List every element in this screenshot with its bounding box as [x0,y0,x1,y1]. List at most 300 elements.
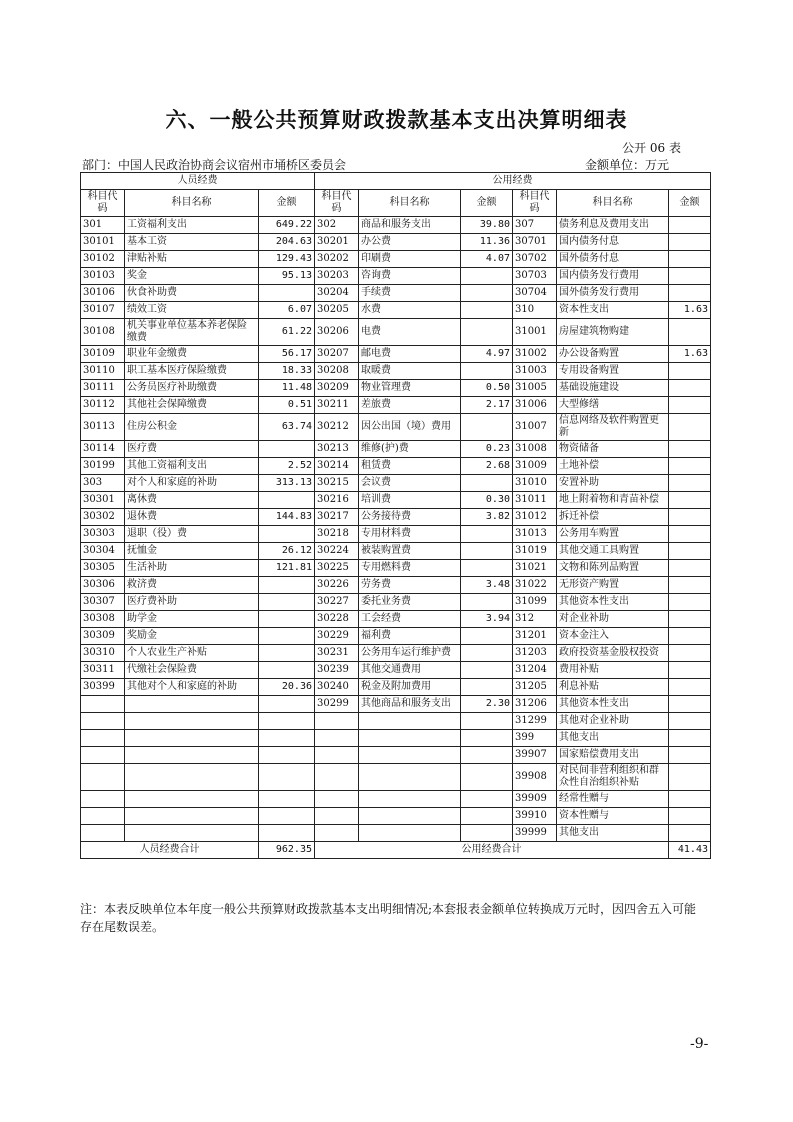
cell-amount [461,747,513,764]
cell-amount [669,713,711,730]
cell-name [359,808,461,825]
cell-amount [259,441,315,458]
cell-code: 312 [513,611,557,628]
cell-code: 30215 [315,475,359,492]
cell-amount [461,475,513,492]
cell-name: 房屋建筑物购建 [557,319,669,346]
cell-code: 31008 [513,441,557,458]
cell-name: 安置补助 [557,475,669,492]
cell-name: 国外债务发行费用 [557,285,669,302]
cell-code [315,808,359,825]
cell-amount [259,764,315,791]
cell-name: 职业年金缴费 [125,346,259,363]
amount-header: 金额 [669,190,711,217]
cell-amount [259,808,315,825]
cell-code: 31022 [513,577,557,594]
cell-code: 30199 [81,458,125,475]
cell-name: 退职（役）费 [125,526,259,543]
cell-amount [669,577,711,594]
cell-code [315,764,359,791]
cell-code: 30399 [81,679,125,696]
personnel-total-label: 人员经费合计 [81,842,259,859]
cell-name: 个人农业生产补贴 [125,645,259,662]
cell-code: 30225 [315,560,359,577]
cell-amount [669,234,711,251]
cell-name: 机关事业单位基本养老保险缴费 [125,319,259,346]
cell-name [125,791,259,808]
cell-amount: 11.48 [259,380,315,397]
cell-code: 31010 [513,475,557,492]
column-header-row [81,190,711,217]
table-row [81,441,711,458]
name-header: 科目名称 [359,190,461,217]
table-row [81,577,711,594]
cell-code: 30211 [315,397,359,414]
cell-name [125,730,259,747]
cell-code [315,825,359,842]
cell-amount: 11.36 [461,234,513,251]
cell-code [315,730,359,747]
cell-amount [669,285,711,302]
cell-amount [669,611,711,628]
cell-code: 39908 [513,764,557,791]
cell-name: 代缴社会保险费 [125,662,259,679]
cell-amount [669,380,711,397]
cell-amount [669,492,711,509]
cell-code: 30228 [315,611,359,628]
cell-code: 303 [81,475,125,492]
table-row [81,475,711,492]
cell-amount [669,662,711,679]
cell-amount: 20.36 [259,679,315,696]
table-row [81,346,711,363]
cell-code: 30114 [81,441,125,458]
cell-code: 31012 [513,509,557,526]
cell-code: 30701 [513,234,557,251]
cell-name: 因公出国（境）费用 [359,414,461,441]
cell-code: 30229 [315,628,359,645]
name-header: 科目名称 [557,190,669,217]
cell-code: 30111 [81,380,125,397]
table-row [81,791,711,808]
cell-name: 工会经费 [359,611,461,628]
cell-amount [461,414,513,441]
cell-name: 商品和服务支出 [359,217,461,234]
cell-amount [669,730,711,747]
cell-amount: 649.22 [259,217,315,234]
cell-amount: 129.43 [259,251,315,268]
group-header-row [81,173,711,190]
cell-name: 对企业补助 [557,611,669,628]
cell-name: 文物和陈列品购置 [557,560,669,577]
table-body [81,217,711,842]
table-row [81,713,711,730]
cell-name: 公务员医疗补助缴费 [125,380,259,397]
cell-name: 其他支出 [557,825,669,842]
cell-code: 31021 [513,560,557,577]
table-row [81,764,711,791]
cell-amount [669,628,711,645]
cell-code [81,713,125,730]
cell-amount: 1.63 [669,346,711,363]
cell-code: 31003 [513,363,557,380]
cell-amount [259,628,315,645]
cell-name [359,791,461,808]
cell-amount: 0.23 [461,441,513,458]
cell-code: 31005 [513,380,557,397]
cell-amount: 2.68 [461,458,513,475]
cell-name: 其他工资福利支出 [125,458,259,475]
cell-amount [461,268,513,285]
table-row [81,380,711,397]
cell-name: 物资储备 [557,441,669,458]
cell-amount [259,825,315,842]
cell-code: 310 [513,302,557,319]
cell-amount: 3.48 [461,577,513,594]
cell-name: 其他资本性支出 [557,696,669,713]
cell-code: 30205 [315,302,359,319]
amount-unit-label: 金额单位：万元 [584,158,669,172]
cell-name: 其他商品和服务支出 [359,696,461,713]
table-row [81,234,711,251]
cell-amount [669,217,711,234]
cell-amount [461,713,513,730]
table-row [81,217,711,234]
cell-name: 公务接待费 [359,509,461,526]
cell-amount [669,397,711,414]
cell-code [315,713,359,730]
cell-code: 30201 [315,234,359,251]
cell-code: 31201 [513,628,557,645]
cell-code: 31009 [513,458,557,475]
cell-amount [259,285,315,302]
cell-code: 30209 [315,380,359,397]
cell-code: 30203 [315,268,359,285]
cell-amount: 1.63 [669,302,711,319]
cell-name: 电费 [359,319,461,346]
cell-amount [461,319,513,346]
table-row [81,645,711,662]
cell-code: 30303 [81,526,125,543]
table-row [81,747,711,764]
cell-name [125,747,259,764]
cell-name [359,747,461,764]
cell-code: 302 [315,217,359,234]
cell-name: 拆迁补偿 [557,509,669,526]
cell-code: 31206 [513,696,557,713]
table-row [81,492,711,509]
cell-amount: 313.13 [259,475,315,492]
cell-code: 31204 [513,662,557,679]
cell-name: 国内债务发行费用 [557,268,669,285]
cell-name: 对个人和家庭的补助 [125,475,259,492]
cell-name [359,713,461,730]
cell-name: 资本性赠与 [557,808,669,825]
cell-code: 30217 [315,509,359,526]
cell-name: 医疗费补助 [125,594,259,611]
cell-code: 30310 [81,645,125,662]
cell-code: 39999 [513,825,557,842]
cell-name: 专用燃料费 [359,560,461,577]
cell-amount [461,679,513,696]
table-row [81,285,711,302]
cell-amount [669,696,711,713]
cell-code: 30106 [81,285,125,302]
cell-amount [461,628,513,645]
cell-name: 税金及附加费用 [359,679,461,696]
cell-amount [461,594,513,611]
cell-name [125,696,259,713]
cell-code: 31299 [513,713,557,730]
cell-amount [461,764,513,791]
cell-name: 差旅费 [359,397,461,414]
cell-amount [461,363,513,380]
cell-name: 办公费 [359,234,461,251]
cell-amount [259,594,315,611]
cell-amount [669,594,711,611]
cell-name: 其他交通费用 [359,662,461,679]
cell-amount [461,526,513,543]
cell-name: 奖励金 [125,628,259,645]
table-row [81,696,711,713]
cell-amount [461,730,513,747]
cell-amount [669,764,711,791]
cell-amount: 0.51 [259,397,315,414]
cell-amount [259,611,315,628]
cell-amount [461,825,513,842]
form-code: 公开 06 表 [622,141,681,155]
cell-name: 其他对个人和家庭的补助 [125,679,259,696]
cell-amount [669,475,711,492]
cell-name: 国内债务付息 [557,234,669,251]
cell-name: 物业管理费 [359,380,461,397]
cell-name: 无形资产购置 [557,577,669,594]
cell-name: 生活补助 [125,560,259,577]
cell-amount [461,662,513,679]
cell-name: 福利费 [359,628,461,645]
cell-code: 30704 [513,285,557,302]
cell-amount: 204.63 [259,234,315,251]
cell-name: 印刷费 [359,251,461,268]
table-row [81,526,711,543]
cell-amount [669,679,711,696]
cell-amount: 4.07 [461,251,513,268]
cell-name: 专用材料费 [359,526,461,543]
cell-name: 经常性赠与 [557,791,669,808]
table-row [81,560,711,577]
cell-code: 30299 [315,696,359,713]
public-header: 公用经费 [315,173,711,190]
cell-name: 对民间非营利组织和群众性自治组织补贴 [557,764,669,791]
cell-code: 31203 [513,645,557,662]
name-header: 科目名称 [125,190,259,217]
cell-amount: 26.12 [259,543,315,560]
cell-code: 30208 [315,363,359,380]
cell-name: 费用补贴 [557,662,669,679]
cell-amount [461,808,513,825]
cell-name: 公务用车运行维护费 [359,645,461,662]
cell-amount: 6.07 [259,302,315,319]
cell-amount [669,268,711,285]
cell-name: 水费 [359,302,461,319]
cell-code: 30113 [81,414,125,441]
cell-name: 退休费 [125,509,259,526]
cell-code: 30304 [81,543,125,560]
table-row [81,414,711,441]
cell-code: 30103 [81,268,125,285]
cell-name: 邮电费 [359,346,461,363]
cell-code: 30307 [81,594,125,611]
cell-name: 租赁费 [359,458,461,475]
cell-code: 39907 [513,747,557,764]
table-row [81,825,711,842]
cell-name: 离休费 [125,492,259,509]
cell-amount [669,543,711,560]
cell-name: 其他交通工具购置 [557,543,669,560]
cell-code: 30305 [81,560,125,577]
cell-name [359,730,461,747]
cell-code [81,747,125,764]
cell-amount [259,662,315,679]
table-row [81,662,711,679]
cell-code: 30308 [81,611,125,628]
cell-code: 30227 [315,594,359,611]
table-row [81,251,711,268]
cell-name: 伙食补助费 [125,285,259,302]
cell-code [81,808,125,825]
cell-amount [259,747,315,764]
personnel-header: 人员经费 [81,173,315,190]
cell-name: 大型修缮 [557,397,669,414]
cell-name: 救济费 [125,577,259,594]
table-row [81,268,711,285]
cell-name [359,825,461,842]
cell-name: 会议费 [359,475,461,492]
page-title: 六、一般公共预算财政拨款基本支出决算明细表 [165,108,628,132]
cell-amount [461,285,513,302]
cell-code: 30302 [81,509,125,526]
cell-name: 资本性支出 [557,302,669,319]
page-number: -9- [690,1036,709,1052]
table-row [81,458,711,475]
cell-amount: 95.13 [259,268,315,285]
cell-name: 津贴补贴 [125,251,259,268]
cell-code: 30204 [315,285,359,302]
cell-amount: 0.50 [461,380,513,397]
cell-amount [669,458,711,475]
cell-amount: 2.52 [259,458,315,475]
cell-code: 30109 [81,346,125,363]
table-row [81,363,711,380]
cell-code: 31006 [513,397,557,414]
cell-code: 30309 [81,628,125,645]
cell-code: 30101 [81,234,125,251]
personnel-total-value: 962.35 [259,842,315,859]
cell-amount [669,363,711,380]
cell-name: 政府投资基金股权投资 [557,645,669,662]
cell-amount [669,414,711,441]
cell-name: 职工基本医疗保险缴费 [125,363,259,380]
totals-row [81,842,711,859]
cell-code: 30214 [315,458,359,475]
public-total-value: 41.43 [669,842,711,859]
cell-code: 30108 [81,319,125,346]
cell-code: 30212 [315,414,359,441]
public-total-label: 公用经费合计 [315,842,669,859]
cell-code: 30218 [315,526,359,543]
table-row [81,594,711,611]
cell-amount: 61.22 [259,319,315,346]
cell-code: 30301 [81,492,125,509]
cell-code: 31007 [513,414,557,441]
cell-code: 30107 [81,302,125,319]
cell-amount [669,645,711,662]
cell-code: 31013 [513,526,557,543]
cell-amount [461,543,513,560]
cell-name: 手续费 [359,285,461,302]
cell-name: 国外债务付息 [557,251,669,268]
cell-code: 30206 [315,319,359,346]
cell-amount [669,319,711,346]
code-header: 科目代码 [81,190,125,217]
cell-name: 抚恤金 [125,543,259,560]
table-row [81,302,711,319]
cell-code [315,747,359,764]
cell-amount [461,791,513,808]
cell-code: 31011 [513,492,557,509]
cell-amount: 39.80 [461,217,513,234]
cell-amount [669,791,711,808]
cell-name: 公务用车购置 [557,526,669,543]
cell-code: 39910 [513,808,557,825]
cell-amount: 18.33 [259,363,315,380]
cell-code [81,696,125,713]
cell-amount: 2.17 [461,397,513,414]
footnote: 注：本表反映单位本年度一般公共预算财政拨款基本支出明细情况;本套报表金额单位转换成万元时，因四舍五入可能存在尾数误差。 [80,902,697,934]
cell-code [315,791,359,808]
cell-name: 基本工资 [125,234,259,251]
cell-amount [669,808,711,825]
cell-name: 委托业务费 [359,594,461,611]
cell-code: 31019 [513,543,557,560]
cell-amount: 3.94 [461,611,513,628]
table-row [81,808,711,825]
cell-code: 30102 [81,251,125,268]
cell-amount: 63.74 [259,414,315,441]
cell-amount [259,791,315,808]
cell-amount [669,509,711,526]
table-row [81,679,711,696]
cell-name: 专用设备购置 [557,363,669,380]
expenditure-detail-table [80,172,711,859]
cell-name: 其他支出 [557,730,669,747]
cell-amount [259,713,315,730]
cell-amount [669,560,711,577]
cell-name [359,764,461,791]
table-row [81,319,711,346]
code-header: 科目代码 [513,190,557,217]
cell-name [125,713,259,730]
cell-amount [669,747,711,764]
cell-name: 被装购置费 [359,543,461,560]
cell-amount: 56.17 [259,346,315,363]
cell-code: 30240 [315,679,359,696]
cell-code: 30306 [81,577,125,594]
cell-code: 31002 [513,346,557,363]
cell-name: 咨询费 [359,268,461,285]
cell-name: 奖金 [125,268,259,285]
code-header: 科目代码 [315,190,359,217]
